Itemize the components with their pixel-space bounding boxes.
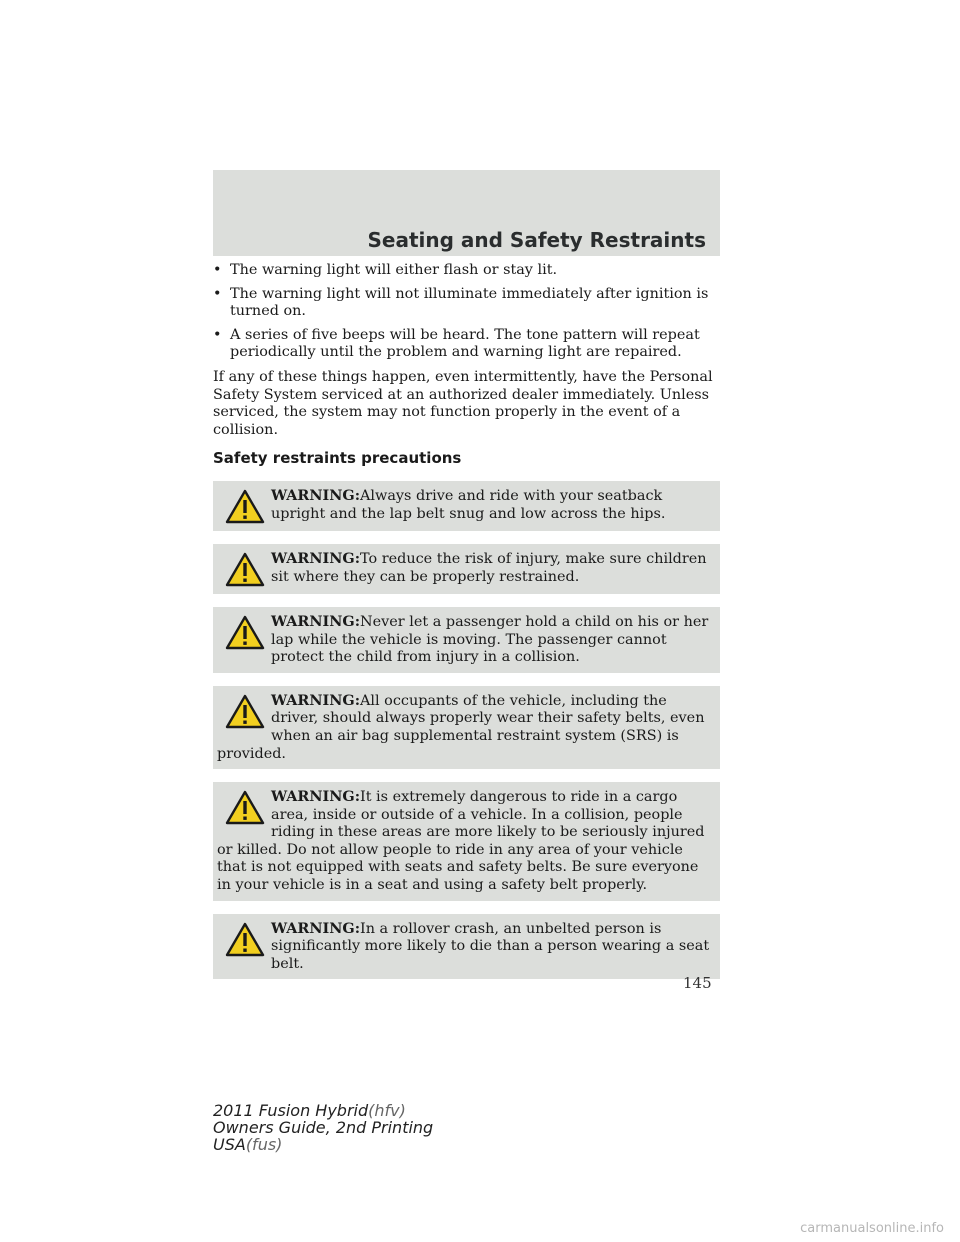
- footer-model: 2011 Fusion Hybrid: [213, 1101, 369, 1120]
- page-content: [213, 262, 720, 979]
- watermark: carmanualsonline.info: [800, 1221, 944, 1236]
- warning-box: [213, 481, 720, 531]
- bullet-item: [213, 286, 720, 321]
- warning-label: WARNING:: [271, 486, 361, 504]
- footer-line-1: [213, 1102, 433, 1119]
- subheading: Safety restraints precautions: [213, 449, 462, 468]
- warning-text: Never let a passenger hold a child on his or her lap while the vehicle is moving. The passenger cannot protect the child from injury in a collision.: [271, 613, 709, 666]
- footer-line-3: [213, 1136, 433, 1153]
- footer-market-code: (fus): [245, 1135, 283, 1154]
- warning-box: [213, 544, 720, 594]
- warning-text: To reduce the risk of injury, make sure children sit where they can be properly restrained.: [271, 550, 707, 585]
- warning-triangle-icon: [225, 552, 265, 588]
- bullet-text: The warning light will either flash or stay lit.: [230, 262, 558, 278]
- bullet-item: [213, 327, 720, 362]
- warning-text: In a rollover crash, an unbelted person is significantly more likely to die than a person wearing a seat belt.: [271, 920, 710, 972]
- bullet-mark: •: [213, 326, 222, 343]
- bullet-text: A series of five beeps will be heard. The tone pattern will repeat periodically until the problem and warning light are repaired.: [230, 326, 700, 361]
- footer-market: USA: [213, 1135, 246, 1154]
- warning-box: [213, 914, 720, 980]
- bullet-mark: •: [213, 262, 222, 278]
- footer-line-2: Owners Guide, 2nd Printing: [213, 1118, 434, 1137]
- warning-triangle-icon: [225, 790, 265, 826]
- footer: [213, 1102, 433, 1153]
- footer-model-code: (hfv): [368, 1101, 406, 1120]
- bullet-mark: •: [213, 285, 222, 302]
- warning-triangle-icon: [225, 694, 265, 730]
- page-number: 145: [683, 974, 712, 992]
- warning-label: WARNING:: [271, 612, 361, 630]
- warning-label: WARNING:: [271, 788, 361, 806]
- warning-label: WARNING:: [271, 919, 361, 937]
- warning-box: [213, 782, 720, 901]
- warning-box: [213, 686, 720, 769]
- warning-triangle-icon: [225, 615, 265, 651]
- body-paragraph: If any of these things happen, even intermittently, have the Personal Safety System serviced at an authorized dealer immediately. Unless serviced, the system may not function properly in the event of a collision.: [213, 368, 713, 438]
- warning-box: [213, 607, 720, 673]
- warning-text: It is extremely dangerous to ride in a cargo area, inside or outside of a vehicle. In a collision, people riding in these areas are more likely to be seriously injured or killed. Do not allow people to ride in any area of your vehicle that is not equipped with seats and safety belts. Be sure everyone in your vehicle is in a seat and using a safety belt properly.: [217, 789, 705, 894]
- warning-text: All occupants of the vehicle, including the driver, should always properly wear their safety belts, even when an air bag supplemental restraint system (SRS) is provided.: [217, 692, 705, 762]
- warning-triangle-icon: [225, 489, 265, 525]
- section-header: [213, 170, 720, 256]
- bullet-text: The warning light will not illuminate immediately after ignition is turned on.: [230, 285, 709, 320]
- section-title: Seating and Safety Restraints: [367, 228, 706, 252]
- warning-label: WARNING:: [271, 691, 361, 709]
- warning-text: Always drive and ride with your seatback upright and the lap belt snug and low across the hips.: [271, 487, 666, 522]
- warning-label: WARNING:: [271, 549, 361, 567]
- bullet-item: [213, 262, 720, 280]
- warning-triangle-icon: [225, 922, 265, 958]
